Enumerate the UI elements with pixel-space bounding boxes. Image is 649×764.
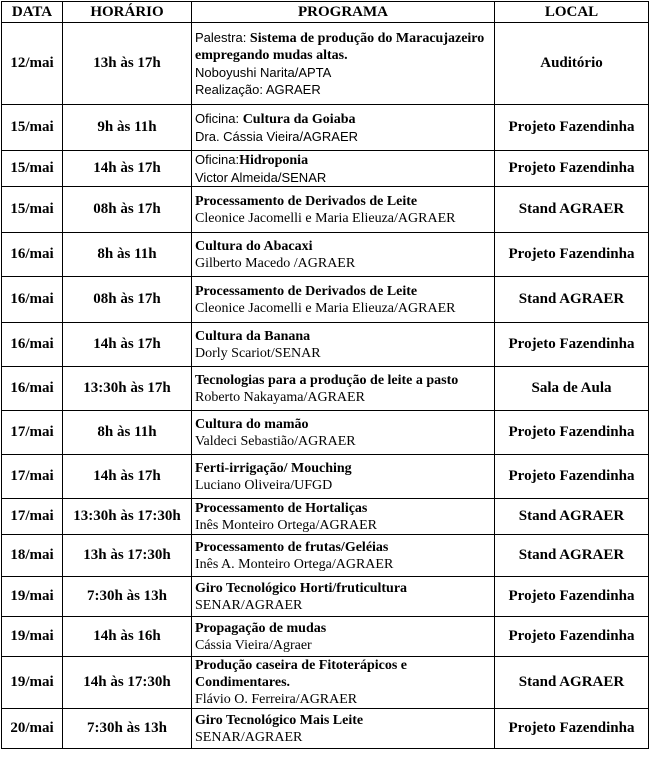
cell-time: 14h às 17:30h — [63, 657, 192, 709]
cell-program — [192, 535, 495, 577]
program-presenter: SENAR/AGRAER — [195, 597, 303, 613]
cell-time: 8h às 11h — [63, 233, 192, 277]
cell-program — [192, 411, 495, 455]
cell-program — [192, 187, 495, 233]
cell-local: Stand AGRAER — [495, 499, 649, 535]
cell-program — [192, 657, 495, 709]
program-title: Cultura do Abacaxi — [195, 238, 313, 254]
program-title: Sistema de produção do Maracujazeiro empregando mudas altas. — [195, 31, 485, 63]
table-row — [2, 367, 649, 411]
program-title-line — [195, 110, 491, 128]
cell-date: 19/mai — [2, 577, 63, 617]
cell-date: 18/mai — [2, 535, 63, 577]
program-presenter: Valdeci Sebastião/AGRAER — [195, 433, 356, 449]
table-row — [2, 323, 649, 367]
cell-local: Stand AGRAER — [495, 277, 649, 323]
program-presenter: Cleonice Jacomelli e Maria Elieuza/AGRAER — [195, 210, 456, 226]
cell-time: 08h às 17h — [63, 187, 192, 233]
cell-program — [192, 23, 495, 105]
table-row — [2, 709, 649, 749]
cell-local: Projeto Fazendinha — [495, 577, 649, 617]
cell-program — [192, 367, 495, 411]
cell-date: 15/mai — [2, 151, 63, 187]
cell-date: 15/mai — [2, 105, 63, 151]
program-title: Propagação de mudas — [195, 620, 327, 636]
program-title: Processamento de frutas/Geléias — [195, 539, 389, 555]
cell-local: Projeto Fazendinha — [495, 105, 649, 151]
cell-date: 15/mai — [2, 187, 63, 233]
table-row — [2, 411, 649, 455]
cell-time: 08h às 17h — [63, 277, 192, 323]
program-presenter: Gilberto Macedo /AGRAER — [195, 255, 356, 271]
cell-date: 19/mai — [2, 617, 63, 657]
cell-time: 13:30h às 17:30h — [63, 499, 192, 535]
program-title-line — [195, 151, 491, 169]
program-title-line — [195, 620, 491, 637]
program-presenter: Cássia Vieira/Agraer — [195, 637, 312, 653]
program-title: Processamento de Derivados de Leite — [195, 193, 418, 209]
cell-date: 17/mai — [2, 499, 63, 535]
program-title-line — [195, 372, 491, 389]
cell-program — [192, 105, 495, 151]
program-presenter: SENAR/AGRAER — [195, 729, 303, 745]
program-title-line — [195, 580, 491, 597]
cell-local: Projeto Fazendinha — [495, 411, 649, 455]
header-local: LOCAL — [495, 2, 649, 23]
program-presenter: Luciano Oliveira/UFGD — [195, 477, 333, 493]
cell-time: 13h às 17h — [63, 23, 192, 105]
cell-date: 12/mai — [2, 23, 63, 105]
table-row — [2, 617, 649, 657]
cell-time: 14h às 16h — [63, 617, 192, 657]
cell-local: Projeto Fazendinha — [495, 455, 649, 499]
cell-program — [192, 323, 495, 367]
program-title: Giro Tecnológico Mais Leite — [195, 712, 364, 728]
cell-date: 17/mai — [2, 411, 63, 455]
cell-local: Sala de Aula — [495, 367, 649, 411]
table-row — [2, 187, 649, 233]
cell-program — [192, 577, 495, 617]
cell-program — [192, 455, 495, 499]
program-title: Cultura do mamão — [195, 416, 309, 432]
header-program: PROGRAMA — [192, 2, 495, 23]
cell-time: 14h às 17h — [63, 455, 192, 499]
program-title-line — [195, 193, 491, 210]
cell-program — [192, 617, 495, 657]
cell-local: Projeto Fazendinha — [495, 323, 649, 367]
schedule-body — [2, 23, 649, 749]
program-prefix: Palestra: — [195, 30, 250, 45]
cell-time: 14h às 17h — [63, 151, 192, 187]
program-title-line — [195, 712, 491, 729]
cell-local: Stand AGRAER — [495, 657, 649, 709]
program-title-line — [195, 500, 491, 517]
cell-program — [192, 233, 495, 277]
table-row — [2, 233, 649, 277]
cell-local: Auditório — [495, 23, 649, 105]
cell-local: Projeto Fazendinha — [495, 709, 649, 749]
program-presenter: Noboyushi Narita/APTA — [195, 65, 332, 80]
schedule-table — [1, 1, 649, 749]
header-row — [2, 2, 649, 23]
program-presenter: Dorly Scariot/SENAR — [195, 345, 321, 361]
program-presenter: Flávio O. Ferreira/AGRAER — [195, 692, 358, 707]
program-title-line — [195, 416, 491, 433]
table-row — [2, 455, 649, 499]
cell-local: Stand AGRAER — [495, 187, 649, 233]
cell-local: Projeto Fazendinha — [495, 617, 649, 657]
table-row — [2, 151, 649, 187]
cell-date: 16/mai — [2, 367, 63, 411]
program-title: Cultura da Goiaba — [242, 112, 356, 127]
cell-date: 17/mai — [2, 455, 63, 499]
table-row — [2, 577, 649, 617]
program-title-line — [195, 539, 491, 556]
program-title-line — [195, 328, 491, 345]
cell-local: Projeto Fazendinha — [495, 151, 649, 187]
cell-program — [192, 709, 495, 749]
header-time: HORÁRIO — [63, 2, 192, 23]
cell-time: 9h às 11h — [63, 105, 192, 151]
cell-local: Stand AGRAER — [495, 535, 649, 577]
program-title: Ferti-irrigação/ Mouching — [195, 460, 352, 476]
program-presenter: Victor Almeida/SENAR — [195, 170, 327, 185]
program-prefix: Oficina: — [195, 111, 243, 126]
cell-program — [192, 151, 495, 187]
cell-program — [192, 277, 495, 323]
cell-time: 7:30h às 13h — [63, 577, 192, 617]
program-title: Processamento de Derivados de Leite — [195, 283, 418, 299]
program-title-line — [195, 460, 491, 477]
program-presenter: Inês Monteiro Ortega/AGRAER — [195, 517, 377, 533]
program-title-line — [195, 29, 491, 64]
program-title: Produção caseira de Fitoterápicos e Condimentares. — [195, 658, 408, 690]
table-row — [2, 105, 649, 151]
cell-date: 16/mai — [2, 323, 63, 367]
table-row — [2, 657, 649, 709]
program-title-line — [195, 657, 491, 691]
cell-time: 13h às 17:30h — [63, 535, 192, 577]
program-title: Tecnologias para a produção de leite a pasto — [195, 372, 459, 388]
table-row — [2, 535, 649, 577]
cell-time: 7:30h às 13h — [63, 709, 192, 749]
program-title: Processamento de Hortaliças — [195, 500, 368, 516]
cell-time: 13:30h às 17h — [63, 367, 192, 411]
cell-date: 20/mai — [2, 709, 63, 749]
program-presenter: Cleonice Jacomelli e Maria Elieuza/AGRAER — [195, 300, 456, 316]
cell-time: 8h às 11h — [63, 411, 192, 455]
cell-program — [192, 499, 495, 535]
program-title-line — [195, 238, 491, 255]
table-row — [2, 277, 649, 323]
program-title-line — [195, 283, 491, 300]
header-date: DATA — [2, 2, 63, 23]
cell-date: 16/mai — [2, 277, 63, 323]
program-presenter: Roberto Nakayama/AGRAER — [195, 389, 365, 405]
program-extra: Realização: AGRAER — [195, 82, 321, 97]
program-presenter: Inês A. Monteiro Ortega/AGRAER — [195, 556, 394, 572]
cell-date: 16/mai — [2, 233, 63, 277]
cell-date: 19/mai — [2, 657, 63, 709]
cell-local: Projeto Fazendinha — [495, 233, 649, 277]
table-row — [2, 499, 649, 535]
program-prefix: Oficina: — [195, 152, 240, 167]
program-title: Giro Tecnológico Horti/fruticultura — [195, 580, 408, 596]
program-title: Hidroponia — [239, 153, 309, 168]
program-title: Cultura da Banana — [195, 328, 311, 344]
table-row — [2, 23, 649, 105]
cell-time: 14h às 17h — [63, 323, 192, 367]
program-presenter: Dra. Cássia Vieira/AGRAER — [195, 129, 359, 144]
